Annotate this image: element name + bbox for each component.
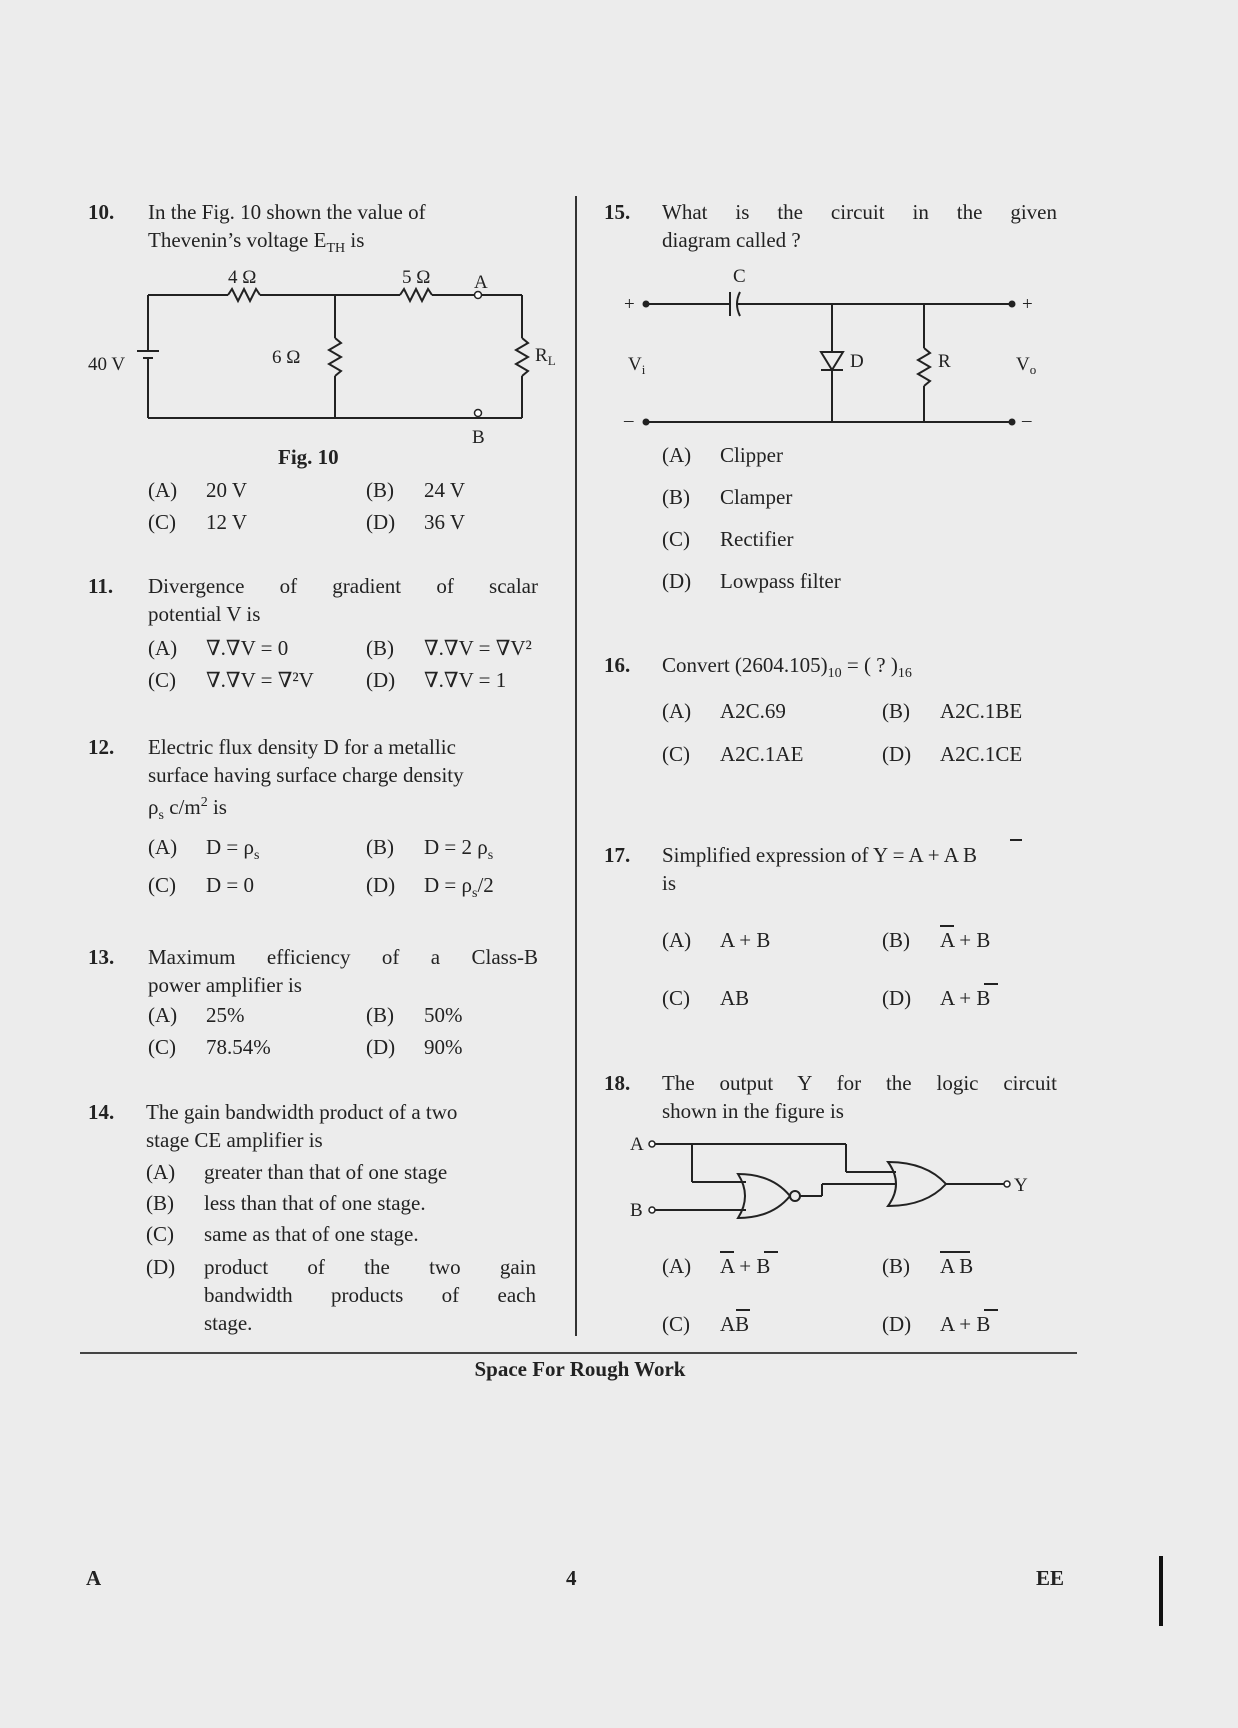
q17-overbar [1010,839,1022,841]
q13-question: Maximum efficiency of a Class-B power amplifier is [148,945,538,997]
q10-option-d: (D) 36 V [366,510,466,534]
q17-option-d: (D) A + B [882,986,990,1011]
q14-question: The gain bandwidth product of a two stage CE amplifier is [146,1100,458,1152]
q14-option-a: (A) greater than that of one stage [146,1160,448,1184]
q12-option-c: (C) D = 0 [148,873,255,897]
q15-question: What is the circuit in the given diagram called ? [662,200,1057,252]
q11-option-c: (C) ∇.∇V = ∇²V [148,668,314,692]
q13-number: 13. [88,945,115,969]
footer-rule [80,1352,1077,1354]
q15-option-d: (D) Lowpass filter [662,569,841,593]
fig10-circuit [80,258,570,448]
fig15-output-plus-node [1009,301,1016,308]
fig15-minus-out: – [1022,410,1032,431]
fig15-plus-out: + [1022,294,1033,315]
q11-number: 11. [88,574,114,598]
q18-question: The output Y for the logic circuit shown in the figure is [662,1071,1057,1123]
q14-option-c: (C) same as that of one stage. [146,1222,419,1246]
q17-option-b: (B) A + B [882,928,990,953]
q12-question: Electric flux density D for a metallic surface having surface charge density $\rho_s$ $c/m^2$ is [148,735,464,824]
q12-option-a: (A) $D = \rho_s$ [148,835,260,864]
fig15-vo-label: $V_o$ [1016,354,1037,377]
fig15-circuit [612,260,1052,435]
q16-option-c: (C) A2C.1AE [662,742,804,766]
fig15-capacitor-label: C [733,266,746,287]
fig10-r1-label: 4 Ω [228,267,257,288]
q10-question: In the Fig. 10 shown the value of Thevenin’s voltage $E_{TH}$ is [148,200,426,257]
fig15-plus-in: + [624,294,635,315]
q15-option-a: (A) Clipper [662,443,783,467]
q16-question: Convert $(2604.105)_{10}$ = ( ? )$_{16}$ [662,653,912,682]
q13-option-b: (B) 50% [366,1003,463,1027]
q18-option-c: (C) AB [662,1312,749,1337]
fig15-input-minus-node [643,419,650,426]
fig15-input-plus-node [643,301,650,308]
q15-option-b: (B) Clamper [662,485,793,509]
fig10-node-a-label: A [474,272,488,293]
q14-option-b: (B) less than that of one stage. [146,1191,426,1215]
fig15-diode-label: D [850,351,864,372]
q11-option-d: (D) ∇.∇V = 1 [366,668,507,692]
node-b [475,410,482,417]
fig10-rl-label: $R_L$ [535,345,556,368]
q13-option-a: (A) 25% [148,1003,245,1027]
page-number: 4 [566,1566,577,1590]
q11-option-a: (A) ∇.∇V = 0 [148,636,289,660]
q12-number: 12. [88,735,115,759]
q16-option-a: (A) A2C.69 [662,699,786,723]
q18-option-a: (A) A + B [662,1254,770,1279]
q10-option-a: (A) 20 V [148,478,248,502]
q11-question: Divergence of gradient of scalar potential V is [148,574,538,626]
q10-option-b: (B) 24 V [366,478,466,502]
q16-option-d: (D) A2C.1CE [882,742,1023,766]
q17-number: 17. [604,843,631,867]
fig10-r3-label: 6 Ω [272,347,301,368]
q18-option-d: (D) A + B [882,1312,990,1337]
fig18-input-a-node [649,1141,655,1147]
q10-option-c: (C) 12 V [148,510,248,534]
q10-number: 10. [88,200,115,224]
q11-option-b: (B) ∇.∇V = ∇V² [366,636,532,660]
q13-option-d: (D) 90% [366,1035,463,1059]
fig18-input-b-node [649,1207,655,1213]
fig15-minus-in: – [624,410,634,431]
q12-option-d: (D) $D = \rho_s/2$ [366,873,494,902]
q15-number: 15. [604,200,631,224]
fig15-output-minus-node [1009,419,1016,426]
column-divider [575,196,577,1336]
q12-option-b: (B) D = 2 $\rho_s$ [366,835,494,864]
fig18-y-label: Y [1014,1175,1028,1196]
fig10-source-label: 40 V [88,354,126,375]
q16-number: 16. [604,653,631,677]
fig18-a-label: A [630,1134,644,1155]
rough-work-label: Space For Rough Work [474,1357,686,1381]
fig10-r2-label: 5 Ω [402,267,431,288]
q17-option-c: (C) AB [662,986,750,1010]
q14-option-d: (D) product of the two gain bandwidth products of each stage. [146,1255,536,1335]
q17-question: Simplified expression of Y = A + A B is [662,841,977,897]
q18-number: 18. [604,1071,631,1095]
q16-option-b: (B) A2C.1BE [882,699,1023,723]
fig10-caption: Fig. 10 [278,445,339,469]
fig18-output-node [1004,1181,1010,1187]
q13-option-c: (C) 78.54% [148,1035,271,1059]
fig15-resistor-label: R [938,351,951,372]
fig18-b-label: B [630,1200,643,1221]
q18-option-b: (B) A B [882,1254,973,1279]
fig18-logic-circuit [622,1122,1042,1232]
footer-series-left: A [86,1566,102,1590]
q17-option-a: (A) A + B [662,928,771,952]
fig10-node-b-label: B [472,427,485,448]
q14-number: 14. [88,1100,115,1124]
q15-option-c: (C) Rectifier [662,527,794,551]
footer-subject-code: EE [1036,1566,1065,1590]
fig15-vi-label: $V_i$ [628,354,646,377]
margin-mark [1159,1556,1163,1626]
